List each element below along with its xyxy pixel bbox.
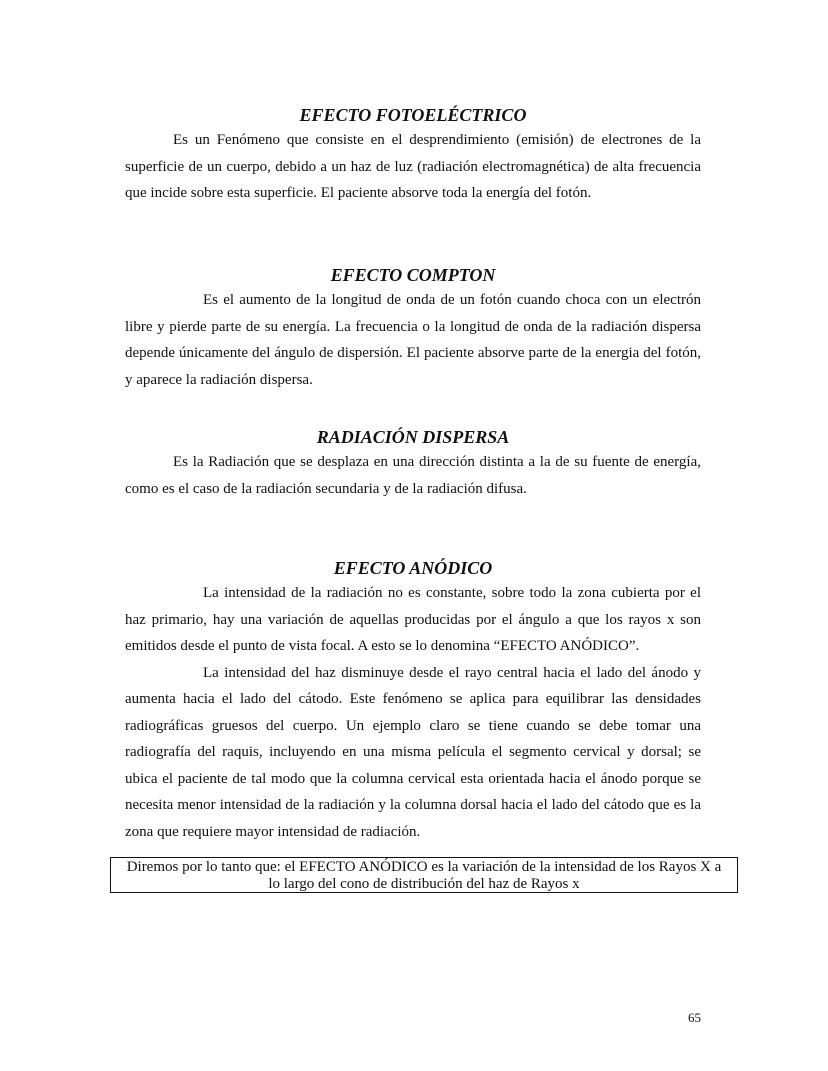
summary-line: lo largo del cono de distribución del haz de Rayos x [268,876,580,892]
section-title: EFECTO FOTOELÉCTRICO [299,105,527,125]
section-title: EFECTO ANÓDICO [333,558,493,578]
section-radiacion-dispersa [125,425,701,502]
summary-line: Diremos por lo tanto que: el EFECTO ANÓDICO es la variación de la intensidad de los Rayos X a [126,859,722,875]
summary-box [110,857,738,893]
section-efecto-compton [125,263,701,393]
paragraph: La intensidad del haz disminuye desde el rayo central hacia el lado del ánodo y aumenta hacia el lado del cátodo. Este fenómeno se aplica para equilibrar las densidades radiográficas gruesos del cuerpo. Un ejemplo claro se tiene cuando se debe tomar una radiografía del raquis, incluyendo en una misma película el segmento cervical y dorsal; se ubica el paciente de tal modo que la columna cervical esta orientada hacia el ánodo porque se necesita menor intensidad de la radiación y la columna dorsal hacia el lado del cátodo que es la zona que requiere mayor intensidad de radiación. [125,664,701,840]
section-efecto-fotoelectrico [125,103,701,207]
section-efecto-anodico [125,556,701,845]
section-title: RADIACIÓN DISPERSA [316,427,510,447]
paragraph: La intensidad de la radiación no es constante, sobre todo la zona cubierta por el haz primario, hay una variación de aquellas producidas por el ángulo a que los rayos x son emitidos desde el punto de vista focal. A esto se lo denomina “EFECTO ANÓDICO”. [125,585,701,654]
section-title: EFECTO COMPTON [330,265,496,285]
paragraph: Es el aumento de la longitud de onda de un fotón cuando choca con un electrón libre y pierde parte de su energía. La frecuencia o la longitud de onda de la radiación dispersa depende únicamente del ángulo de dispersión. El paciente absorve parte de la energia del fotón, y aparece la radiación dispersa. [125,292,701,388]
page-number: 65 [688,1010,701,1025]
paragraph: Es un Fenómeno que consiste en el desprendimiento (emisión) de electrones de la superficie de un cuerpo, debido a un haz de luz (radiación electromagnética) de alta frecuencia que incide sobre esta superficie. El paciente absorve toda la energía del fotón. [125,132,701,201]
paragraph: Es la Radiación que se desplaza en una dirección distinta a la de su fuente de energía, como es el caso de la radiación secundaria y de la radiación difusa. [125,454,701,497]
